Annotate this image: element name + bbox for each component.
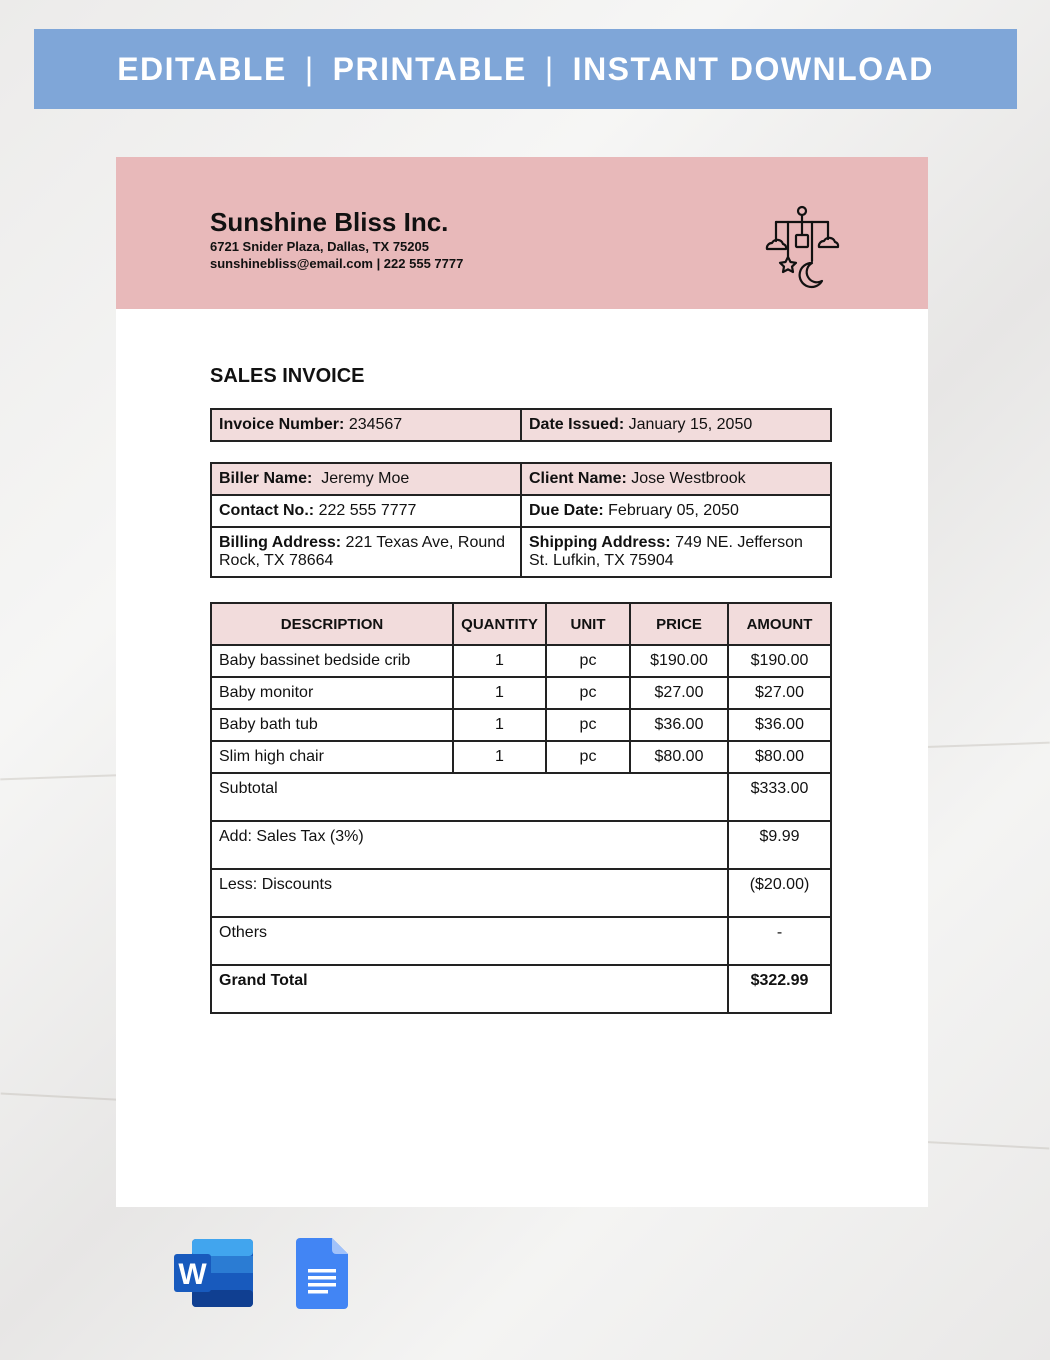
item-quantity: 1 — [453, 741, 546, 773]
subtotal-label: Subtotal — [211, 773, 728, 821]
parties-table — [210, 462, 832, 578]
discount-label: Less: Discounts — [211, 869, 728, 917]
banner-separator: | — [304, 50, 315, 87]
invoice-number-cell — [211, 409, 521, 441]
item-price: $190.00 — [630, 645, 728, 677]
due-date-label: Due Date: — [529, 502, 604, 519]
billing-address-value: 221 Texas Ave, Round Rock, TX 78664 — [219, 534, 506, 569]
item-quantity: 1 — [453, 709, 546, 741]
table-row — [211, 463, 831, 495]
google-docs-icon — [296, 1238, 348, 1310]
client-value: Jose Westbrook — [631, 470, 746, 487]
table-row — [211, 527, 831, 577]
invoice-number-label: Invoice Number: — [219, 416, 345, 433]
billing-address-label: Billing Address: — [219, 534, 342, 551]
discount-value: ($20.00) — [728, 869, 831, 917]
biller-cell — [211, 463, 521, 495]
company-name: Sunshine Bliss Inc. — [210, 207, 449, 237]
invoice-document — [116, 157, 928, 1207]
subtotal-row — [211, 773, 831, 821]
item-amount: $80.00 — [728, 741, 831, 773]
item-unit: pc — [546, 645, 630, 677]
document-title: SALES INVOICE — [210, 365, 365, 387]
item-amount: $190.00 — [728, 645, 831, 677]
date-issued-cell — [521, 409, 831, 441]
item-unit: pc — [546, 677, 630, 709]
grand-total-value: $322.99 — [728, 965, 831, 1013]
biller-value: Jeremy Moe — [321, 470, 410, 487]
item-unit: pc — [546, 709, 630, 741]
table-header-row — [211, 603, 831, 645]
microsoft-word-icon — [174, 1238, 254, 1308]
discount-row — [211, 869, 831, 917]
grand-total-row — [211, 965, 831, 1013]
item-description: Slim high chair — [211, 741, 453, 773]
banner-download: INSTANT DOWNLOAD — [572, 50, 934, 87]
banner-editable: EDITABLE — [117, 50, 287, 87]
others-label: Others — [211, 917, 728, 965]
table-row — [211, 709, 831, 741]
item-price: $80.00 — [630, 741, 728, 773]
subtotal-value: $333.00 — [728, 773, 831, 821]
item-quantity: 1 — [453, 677, 546, 709]
item-description: Baby bassinet bedside crib — [211, 645, 453, 677]
shipping-address-value: 749 NE. Jefferson St. Lufkin, TX 75904 — [529, 534, 803, 569]
grand-total-label: Grand Total — [211, 965, 728, 1013]
banner-printable: PRINTABLE — [332, 50, 527, 87]
client-cell — [521, 463, 831, 495]
invoice-number-value: 234567 — [348, 416, 403, 433]
top-banner — [34, 29, 1017, 109]
column-header-description: DESCRIPTION — [211, 603, 453, 645]
others-value: - — [728, 917, 831, 965]
item-amount: $36.00 — [728, 709, 831, 741]
others-row — [211, 917, 831, 965]
shipping-address-cell — [521, 527, 831, 577]
item-description: Baby bath tub — [211, 709, 453, 741]
baby-mobile-icon — [764, 205, 840, 289]
due-date-cell — [521, 495, 831, 527]
invoice-info-table — [210, 408, 832, 442]
column-header-unit: UNIT — [546, 603, 630, 645]
table-row — [211, 495, 831, 527]
table-row — [211, 677, 831, 709]
word-letter: W — [178, 1258, 207, 1291]
tax-label: Add: Sales Tax (3%) — [211, 821, 728, 869]
biller-label: Biller Name: — [219, 470, 313, 487]
contact-label: Contact No.: — [219, 502, 315, 519]
table-row — [211, 409, 831, 441]
item-description: Baby monitor — [211, 677, 453, 709]
table-row — [211, 741, 831, 773]
contact-value: 222 555 7777 — [318, 502, 417, 519]
column-header-quantity: QUANTITY — [453, 603, 546, 645]
client-label: Client Name: — [529, 470, 627, 487]
contact-cell — [211, 495, 521, 527]
due-date-value: February 05, 2050 — [608, 502, 739, 519]
document-header — [116, 157, 928, 309]
column-header-amount: AMOUNT — [728, 603, 831, 645]
line-items-table — [210, 602, 832, 1014]
column-header-price: PRICE — [630, 603, 728, 645]
tax-value: $9.99 — [728, 821, 831, 869]
company-address: 6721 Snider Plaza, Dallas, TX 75205 — [210, 239, 429, 254]
shipping-address-label: Shipping Address: — [529, 534, 671, 551]
company-contact: sunshinebliss@email.com | 222 555 7777 — [210, 256, 464, 271]
item-unit: pc — [546, 741, 630, 773]
item-price: $36.00 — [630, 709, 728, 741]
tax-row — [211, 821, 831, 869]
item-amount: $27.00 — [728, 677, 831, 709]
billing-address-cell — [211, 527, 521, 577]
date-issued-label: Date Issued: — [529, 416, 625, 433]
item-price: $27.00 — [630, 677, 728, 709]
item-quantity: 1 — [453, 645, 546, 677]
banner-separator: | — [544, 50, 555, 87]
date-issued-value: January 15, 2050 — [628, 416, 753, 433]
table-row — [211, 645, 831, 677]
